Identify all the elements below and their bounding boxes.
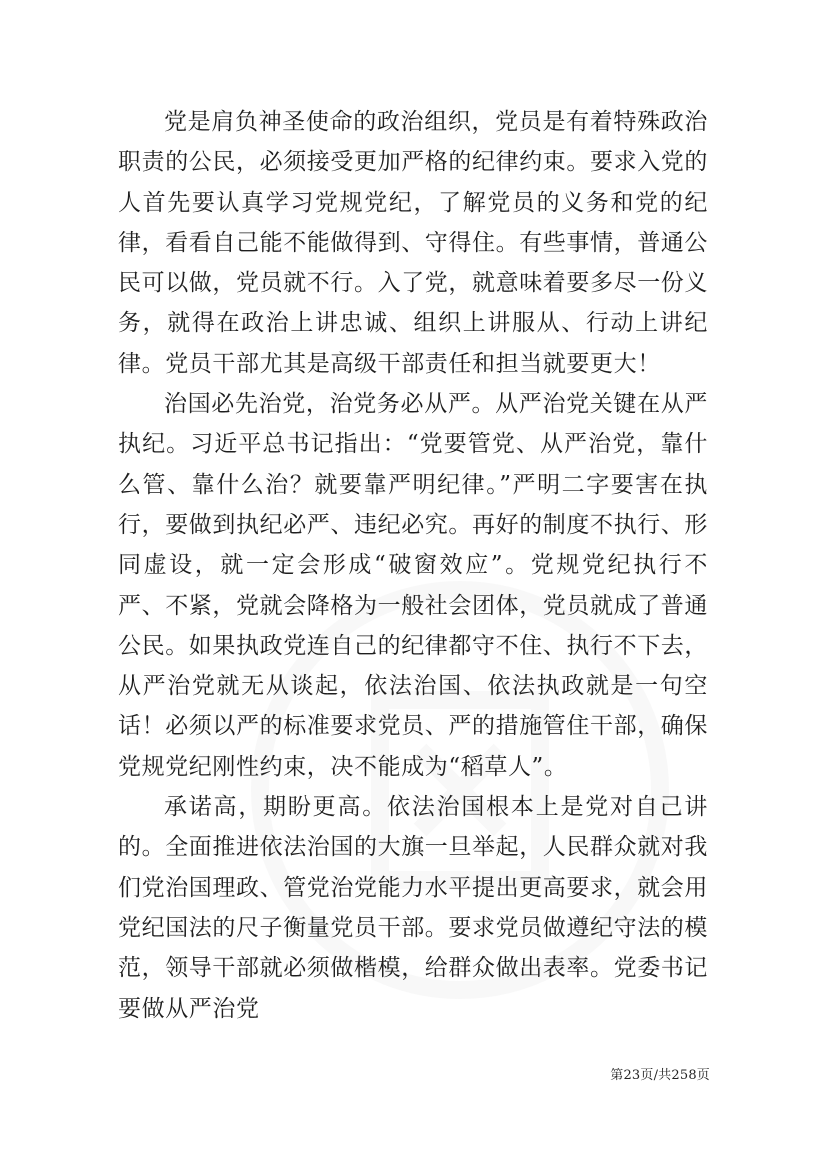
page-number: 第23页/共258页 [610,1068,710,1083]
paragraph-1: 党是肩负神圣使命的政治组织，党员是有着特殊政治职责的公民，必须接受更加严格的纪律约束。要求入党的人首先要认真学习党规党纪，了解党员的义务和党的纪律，看看自己能不能做得到、守得住。有些事情，普通公民可以做，党员就不行。入了党，就意味着要多尽一份义务，就得在政治上讲忠诚、组织上讲服从、行动上讲纪律。党员干部尤其是高级干部责任和担当就要更大！ [118,109,708,377]
document-body [118,102,708,1029]
paragraph-2: 治国必先治党，治党务必从严。从严治党关键在从严执纪。习近平总书记指出：“党要管党、从严治党，靠什么管、靠什么治？就要靠严明纪律。”严明二字要害在执行，要做到执纪必严、违纪必究。再好的制度不执行、形同虚设，就一定会形成“破窗效应”。党规党纪执行不严、不紧，党就会降格为一般社会团体，党员就成了普通公民。如果执政党连自己的纪律都守不住、执行不下去，从严治党就无从谈起，依法治国、依法执政就是一句空话！必须以严的标准要求党员、严的措施管住干部，确保党规党纪刚性约束，决不能成为“稻草人”。 [118,391,708,780]
paragraph-3: 承诺高，期盼更高。依法治国根本上是党对自己讲的。全面推进依法治国的大旗一旦举起，人民群众就对我们党治国理政、管党治党能力水平提出更高要求，就会用党纪国法的尺子衡量党员干部。要求党员做遵纪守法的模范，领导干部就必须做楷模，给群众做出表率。党委书记要做从严治党 [118,794,708,1022]
